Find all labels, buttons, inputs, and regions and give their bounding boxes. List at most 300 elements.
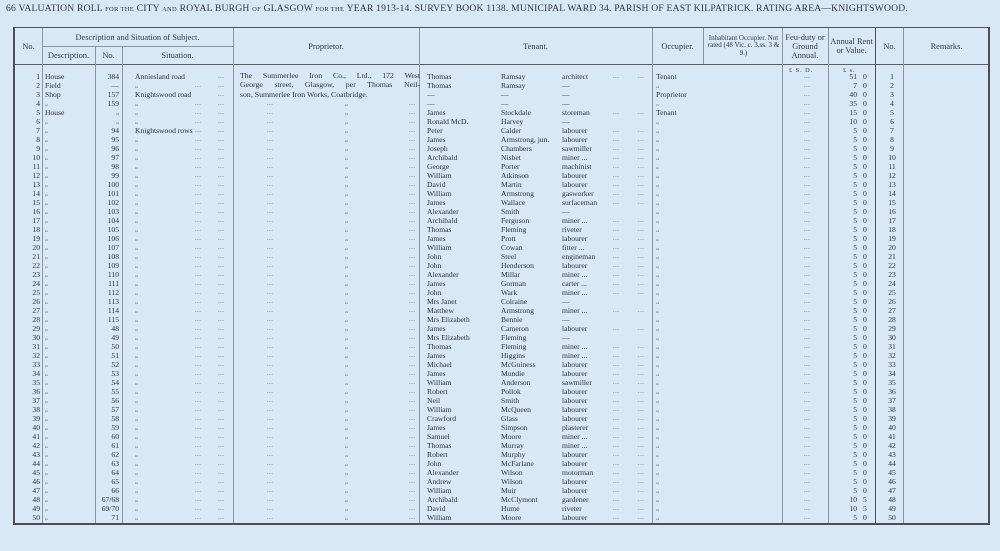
rent-pounds: 10 [849, 504, 857, 513]
street-number-cell: 100 [107, 180, 119, 189]
situation-dots: ... [218, 388, 225, 395]
feu-duty-cell: ... [804, 127, 811, 134]
rent-shillings: 0 [863, 279, 867, 288]
description-cell: „ [45, 460, 48, 467]
rent-shillings: 0 [863, 468, 867, 477]
occupation-dots: ... [613, 154, 620, 161]
situation-dots: ... [218, 415, 225, 422]
description-cell: „ [45, 145, 48, 152]
description-cell: „ [45, 505, 48, 512]
row-number-right: 20 [888, 243, 896, 252]
situation-dots: ... [218, 271, 225, 278]
occupation-dots: ... [613, 271, 620, 278]
situation-dots: ... [195, 154, 202, 161]
table-row: 17 „ 104 „ ... ... ... „ ... Archibald Ferguson miner ... ... ... „ ... 5 0 17 [15, 216, 992, 225]
row-number: 29 [32, 324, 40, 333]
row-number: 45 [32, 468, 40, 477]
feu-duty-cell: ... [804, 172, 811, 179]
rent-shillings: 0 [863, 171, 867, 180]
tenant-occupation: labourer [562, 261, 588, 270]
situation-dots: ... [218, 487, 225, 494]
tenant-surname: Porter [501, 162, 520, 171]
row-number-right: 39 [888, 414, 896, 423]
row-number-right: 18 [888, 225, 896, 234]
rent-shillings: 0 [863, 324, 867, 333]
rent-pounds: 5 [853, 441, 857, 450]
tenant-first-name: Andrew [427, 477, 452, 486]
feu-duty-cell: ... [804, 262, 811, 269]
rent-shillings: 0 [863, 369, 867, 378]
header-desc-group: Description and Situation of Subject. [75, 32, 200, 42]
occupier-cell: „ [656, 199, 659, 206]
row-number: 49 [32, 504, 40, 513]
rent-shillings: 0 [863, 351, 867, 360]
occupier-cell: „ [656, 388, 659, 395]
description-cell: „ [45, 352, 48, 359]
rent-pounds: 5 [853, 207, 857, 216]
feu-duty-cell: ... [804, 424, 811, 431]
occupier-cell: „ [656, 361, 659, 368]
title-text: FOR THE [315, 6, 345, 13]
tenant-surname: Steel [501, 252, 517, 261]
header-feu-duty: Feu-duty or Ground Annual. [785, 32, 825, 60]
tenant-first-name: Alexander [427, 207, 459, 216]
row-number-right: 48 [888, 495, 896, 504]
occupation-dots: ... [613, 163, 620, 170]
tenant-surname: Simpson [501, 423, 528, 432]
situation-dots: ... [218, 478, 225, 485]
tenant-surname: Armstrong [501, 306, 534, 315]
rent-pounds: 5 [853, 225, 857, 234]
situation-dots: ... [195, 127, 202, 134]
feu-duty-cell: ... [804, 82, 811, 89]
situation-cell: „ [135, 253, 138, 260]
occupation-dots: ... [638, 217, 645, 224]
table-row: 34 „ 53 „ ... ... ... „ ... James Mundie labourer ... ... „ ... 5 0 34 [15, 369, 992, 378]
street-number-cell: 159 [107, 99, 119, 108]
description-cell: „ [45, 181, 48, 188]
situation-dots: ... [195, 217, 202, 224]
tenant-surname: Fleming [501, 342, 527, 351]
row-number: 47 [32, 486, 40, 495]
table-row: 27 „ 114 „ ... ... ... „ ... Matthew Armstrong miner ... ... ... „ ... 5 0 27 [15, 306, 992, 315]
table-row: 12 „ 99 „ ... ... ... „ ... William Atkinson labourer ... ... „ ... 5 0 12 [15, 171, 992, 180]
street-number-cell: 63 [111, 459, 119, 468]
tenant-first-name: Michael [427, 360, 452, 369]
description-cell: „ [45, 118, 48, 125]
occupier-cell: „ [656, 217, 659, 224]
situation-dots: ... [195, 451, 202, 458]
street-number-cell: „ [116, 118, 119, 125]
occupation-dots: ... [638, 235, 645, 242]
occupation-dots: ... [638, 244, 645, 251]
occupation-dots: ... [613, 469, 620, 476]
row-number-right: 3 [890, 90, 894, 99]
rent-pounds: 5 [853, 468, 857, 477]
situation-dots: ... [218, 280, 225, 287]
tenant-occupation: labourer [562, 171, 588, 180]
situation-dots: ... [195, 226, 202, 233]
occupier-cell: „ [656, 487, 659, 494]
situation-dots: ... [218, 442, 225, 449]
description-cell: „ [45, 469, 48, 476]
situation-dots: ... [195, 316, 202, 323]
row-number-right: 15 [888, 198, 896, 207]
rent-shillings: 0 [863, 396, 867, 405]
row-number-right: 17 [888, 216, 896, 225]
situation-dots: ... [218, 253, 225, 260]
rent-pounds: 5 [853, 171, 857, 180]
description-cell: Shop [45, 90, 61, 99]
table-row: 42 „ 61 „ ... ... ... „ ... Thomas Murray miner ... ... ... „ ... 5 0 42 [15, 441, 992, 450]
header-no: No. [22, 41, 35, 51]
feu-duty-cell: ... [804, 433, 811, 440]
situation-dots: ... [218, 505, 225, 512]
table-row [15, 81, 992, 90]
street-number-cell: 110 [107, 270, 119, 279]
tenant-occupation: labourer [562, 126, 588, 135]
row-number-right: 6 [890, 117, 894, 126]
description-cell: „ [45, 379, 48, 386]
row-number-right: 26 [888, 297, 896, 306]
row-number-right: 21 [888, 252, 896, 261]
situation-cell: „ [135, 145, 138, 152]
occupation-dots: ... [638, 352, 645, 359]
rent-pounds: 5 [853, 378, 857, 387]
tenant-first-name: William [427, 243, 452, 252]
rent-shillings: 0 [863, 216, 867, 225]
occupier-cell: „ [656, 415, 659, 422]
street-number-cell: 108 [107, 252, 119, 261]
row-number: 17 [32, 216, 40, 225]
description-cell: „ [45, 289, 48, 296]
tenant-occupation: labourer [562, 180, 588, 189]
row-number: 31 [32, 342, 40, 351]
row-number: 35 [32, 378, 40, 387]
situation-dots: ... [195, 244, 202, 251]
description-cell: „ [45, 370, 48, 377]
header-inhabitant-occupier: Inhabitant Occupier. Not rated (48 Vic. c. 3,ss. 3 & 9.) [707, 33, 780, 57]
table-row: 19 „ 106 „ ... ... ... „ ... James Prott labourer ... ... „ ... 5 0 19 [15, 234, 992, 243]
description-cell: „ [45, 496, 48, 503]
situation-dots: ... [195, 136, 202, 143]
situation-dots: ... [195, 199, 202, 206]
row-number: 43 [32, 450, 40, 459]
description-cell: „ [45, 433, 48, 440]
occupier-cell: „ [656, 442, 659, 449]
row-number-right: 45 [888, 468, 896, 477]
rent-shillings: 0 [863, 162, 867, 171]
occupier-cell: „ [656, 451, 659, 458]
street-number-cell: 114 [107, 306, 119, 315]
description-cell: „ [45, 307, 48, 314]
tenant-surname: Calder [501, 126, 522, 135]
situation-dots: ... [195, 289, 202, 296]
row-number-right: 12 [888, 171, 896, 180]
rent-pounds: 5 [853, 342, 857, 351]
tenant-occupation: — [562, 99, 570, 108]
row-number-right: 1 [890, 72, 894, 81]
situation-cell: „ [135, 298, 138, 305]
situation-dots: ... [195, 505, 202, 512]
occupation-dots: ... [613, 352, 620, 359]
tenant-surname: Stockdale [501, 108, 531, 117]
situation-dots: ... [218, 370, 225, 377]
table-row [15, 90, 992, 99]
table-row: 47 „ 66 „ ... ... ... „ ... William Muir labourer ... ... „ ... 5 0 47 [15, 486, 992, 495]
occupation-dots: ... [613, 487, 620, 494]
tenant-occupation: plasterer [562, 423, 589, 432]
row-number: 6 [36, 117, 40, 126]
row-number-right: 46 [888, 477, 896, 486]
description-cell: „ [45, 415, 48, 422]
occupier-cell: „ [656, 433, 659, 440]
situation-dots: ... [218, 424, 225, 431]
table-row: 45 „ 64 „ ... ... ... „ ... Alexander Wilson motorman ... ... „ ... 5 0 45 [15, 468, 992, 477]
occupation-dots: ... [613, 370, 620, 377]
row-number-right: 29 [888, 324, 896, 333]
situation-dots: ... [195, 478, 202, 485]
tenant-first-name: John [427, 261, 442, 270]
tenant-first-name: Alexander [427, 270, 459, 279]
situation-dots: ... [195, 163, 202, 170]
table-row: 4 „ 159 „ ... ... ... „ ... — — — „ ... 35 0 4 [15, 99, 992, 108]
feu-duty-cell: ... [804, 397, 811, 404]
situation-dots: ... [218, 334, 225, 341]
situation-cell: „ [135, 136, 138, 143]
tenant-surname: Wark [501, 288, 518, 297]
situation-dots: ... [195, 262, 202, 269]
occupation-dots: ... [638, 406, 645, 413]
situation-cell: Anniesland road [135, 72, 185, 81]
rent-pounds: 5 [853, 297, 857, 306]
occupation-dots: ... [613, 217, 620, 224]
description-cell: „ [45, 190, 48, 197]
street-number-cell: 97 [111, 153, 119, 162]
occupier-cell: „ [656, 181, 659, 188]
tenant-surname: Ramsay [501, 72, 526, 81]
occupation-dots: ... [638, 388, 645, 395]
occupation-dots: ... [613, 343, 620, 350]
tenant-occupation: — [562, 207, 570, 216]
row-number: 11 [32, 162, 40, 171]
rent-shillings: 0 [863, 198, 867, 207]
occupation-dots: ... [613, 361, 620, 368]
occupation-dots: ... [613, 73, 620, 80]
tenant-surname: McFarlane [501, 459, 534, 468]
description-cell: „ [45, 298, 48, 305]
occupier-cell: „ [656, 271, 659, 278]
situation-cell: „ [135, 190, 138, 197]
description-cell: „ [45, 451, 48, 458]
occupier-cell: „ [656, 154, 659, 161]
tenant-first-name: James [427, 369, 446, 378]
situation-cell: „ [135, 244, 138, 251]
situation-dots: ... [218, 469, 225, 476]
tenant-occupation: miner ... [562, 432, 588, 441]
tenant-surname: Murphy [501, 450, 526, 459]
street-number-cell: 69/70 [101, 504, 119, 513]
row-number: 23 [32, 270, 40, 279]
rent-shillings: 0 [863, 477, 867, 486]
situation-cell: „ [135, 271, 138, 278]
street-number-cell: „ [116, 109, 119, 116]
situation-dots: ... [218, 82, 225, 89]
situation-dots: ... [218, 343, 225, 350]
tenant-surname: Henderson [501, 261, 534, 270]
occupier-cell: „ [656, 262, 659, 269]
row-number-right: 30 [888, 333, 896, 342]
rent-pounds: 5 [853, 477, 857, 486]
situation-cell: „ [135, 496, 138, 503]
row-number: 1 [36, 72, 40, 81]
feu-duty-cell: ... [804, 352, 811, 359]
row-number-right: 19 [888, 234, 896, 243]
tenant-first-name: Neil [427, 396, 441, 405]
description-cell: „ [45, 100, 48, 107]
description-cell: „ [45, 397, 48, 404]
description-cell: „ [45, 514, 48, 521]
tenant-first-name: William [427, 486, 452, 495]
row-number-right: 33 [888, 360, 896, 369]
row-number-right: 47 [888, 486, 896, 495]
situation-dots: ... [195, 325, 202, 332]
street-number-cell: 94 [111, 126, 119, 135]
street-number-cell: 71 [111, 513, 119, 522]
occupation-dots: ... [638, 343, 645, 350]
situation-dots: ... [195, 82, 202, 89]
tenant-occupation: — [562, 81, 570, 90]
rent-pounds: 5 [853, 486, 857, 495]
occupation-dots: ... [613, 262, 620, 269]
header-description: Description. [47, 50, 90, 60]
street-number-cell: 53 [111, 369, 119, 378]
tenant-first-name: Mrs Elizabeth [427, 333, 470, 342]
feu-duty-cell: ... [804, 361, 811, 368]
situation-cell: „ [135, 154, 138, 161]
rent-pounds: 5 [853, 387, 857, 396]
table-row: 36 „ 55 „ ... ... ... „ ... Robert Pollok labourer ... ... „ ... 5 0 36 [15, 387, 992, 396]
situation-dots: ... [195, 334, 202, 341]
occupier-cell: „ [656, 478, 659, 485]
title-text: CITY [136, 3, 160, 14]
situation-cell: Knightswood rows [135, 126, 193, 135]
situation-cell: „ [135, 469, 138, 476]
rent-shillings: 0 [863, 414, 867, 423]
situation-dots: ... [218, 118, 225, 125]
proprietor-line: George street, Glasgow, per Thomas Neil- [240, 80, 420, 90]
row-number: 46 [32, 477, 40, 486]
street-number-cell: 384 [107, 72, 119, 81]
tenant-first-name: James [427, 234, 446, 243]
situation-dots: ... [218, 217, 225, 224]
row-number-right: 40 [888, 423, 896, 432]
occupation-dots: ... [613, 424, 620, 431]
feu-duty-cell: ... [804, 118, 811, 125]
situation-dots: ... [218, 496, 225, 503]
occupation-dots: ... [638, 199, 645, 206]
rent-pounds: 5 [853, 369, 857, 378]
feu-duty-cell: ... [804, 442, 811, 449]
row-number-right: 27 [888, 306, 896, 315]
situation-dots: ... [195, 496, 202, 503]
street-number-cell: — [111, 81, 119, 90]
table-row: 37 „ 56 „ ... ... ... „ ... Neil Smith labourer ... ... „ ... 5 0 37 [15, 396, 992, 405]
situation-dots: ... [195, 442, 202, 449]
tenant-surname: Armstrong, jun. [501, 135, 550, 144]
row-number: 9 [36, 144, 40, 153]
rent-pounds: 5 [853, 306, 857, 315]
rent-pounds: 10 [849, 117, 857, 126]
situation-dots: ... [218, 190, 225, 197]
row-number: 25 [32, 288, 40, 297]
valuation-table [13, 27, 990, 525]
table-row: 46 „ 65 „ ... ... ... „ ... Andrew Wilson labourer ... ... „ ... 5 0 46 [15, 477, 992, 486]
header-no-right: No. [883, 41, 896, 51]
rent-pounds: 5 [853, 153, 857, 162]
table-row: 15 „ 102 „ ... ... ... „ ... James Wallace surfaceman ... ... „ ... 5 0 15 [15, 198, 992, 207]
tenant-surname: Bennie [501, 315, 523, 324]
occupier-cell: „ [656, 514, 659, 521]
situation-cell: „ [135, 307, 138, 314]
situation-dots: ... [195, 118, 202, 125]
rent-shillings: 0 [863, 135, 867, 144]
tenant-first-name: John [427, 459, 442, 468]
tenant-occupation: miner ... [562, 288, 588, 297]
tenant-first-name: Archibald [427, 153, 458, 162]
row-number: 44 [32, 459, 40, 468]
title-text: FOR THE [105, 6, 135, 13]
situation-dots: ... [195, 460, 202, 467]
occupier-cell: „ [656, 352, 659, 359]
situation-cell: „ [135, 343, 138, 350]
tenant-occupation: — [562, 333, 570, 342]
description-cell: „ [45, 487, 48, 494]
situation-dots: ... [195, 298, 202, 305]
occupation-dots: ... [613, 253, 620, 260]
tenant-first-name: Mrs Elizabeth [427, 315, 470, 324]
situation-dots: ... [195, 181, 202, 188]
tenant-first-name: Robert [427, 450, 448, 459]
street-number-cell: 67/68 [101, 495, 119, 504]
tenant-surname: Chambers [501, 144, 532, 153]
tenant-first-name: Thomas [427, 441, 452, 450]
table-row: 14 „ 101 „ ... ... ... „ ... William Armstrong gasworker ... ... „ ... 5 0 14 [15, 189, 992, 198]
row-number: 8 [36, 135, 40, 144]
tenant-occupation: engineman [562, 252, 596, 261]
title-text: YEAR 1913-14. SURVEY BOOK 1138. MUNICIPAL WARD 34. PARISH OF EAST KILPATRICK. RATING AREA—KNIGHTSWOOD. [346, 3, 908, 14]
occupier-cell: „ [656, 118, 659, 125]
situation-cell: „ [135, 217, 138, 224]
row-number-right: 49 [888, 504, 896, 513]
situation-dots: ... [195, 469, 202, 476]
description-cell: „ [45, 208, 48, 215]
row-number-right: 34 [888, 369, 896, 378]
occupation-dots: ... [638, 226, 645, 233]
situation-dots: ... [218, 91, 225, 98]
tenant-surname: McClymont [501, 495, 538, 504]
street-number-cell: 61 [111, 441, 119, 450]
rent-shillings: 0 [863, 126, 867, 135]
row-number-right: 32 [888, 351, 896, 360]
feu-duty-cell: ... [804, 91, 811, 98]
feu-duty-cell: ... [804, 217, 811, 224]
tenant-surname: Wilson [501, 477, 523, 486]
description-cell: House [45, 72, 65, 81]
row-number: 48 [32, 495, 40, 504]
tenant-surname: Smith [501, 396, 520, 405]
row-number-right: 28 [888, 315, 896, 324]
